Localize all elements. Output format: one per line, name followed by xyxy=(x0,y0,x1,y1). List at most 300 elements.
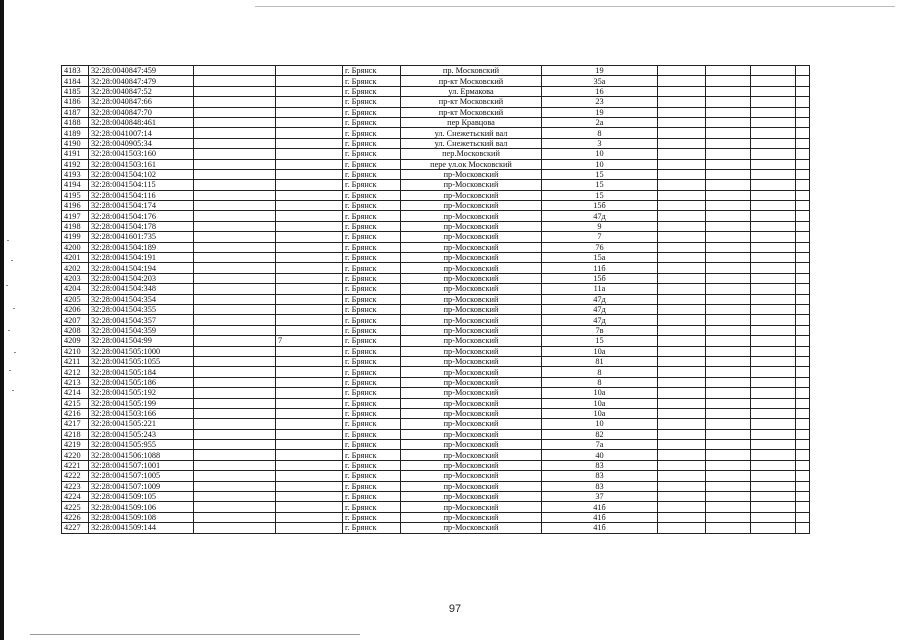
street-cell: пр-Московский xyxy=(401,356,542,366)
scan-bottom-line xyxy=(30,634,360,635)
empty-cell xyxy=(751,76,796,86)
table-row xyxy=(62,211,810,221)
city-cell: г. Брянск xyxy=(343,211,401,221)
cadastral-number-cell: 32:28:0041504:102 xyxy=(89,169,194,179)
empty-cell xyxy=(706,273,751,283)
empty-cell xyxy=(796,450,810,460)
empty-cell xyxy=(194,356,276,366)
house-number-cell: 10а xyxy=(542,388,658,398)
extra-cell xyxy=(276,346,343,356)
empty-cell xyxy=(658,398,706,408)
table-row xyxy=(62,408,810,418)
empty-cell xyxy=(751,97,796,107)
empty-cell xyxy=(796,429,810,439)
city-cell: г. Брянск xyxy=(343,159,401,169)
extra-cell xyxy=(276,169,343,179)
extra-cell xyxy=(276,471,343,481)
empty-cell xyxy=(751,367,796,377)
cadastral-number-cell: 32:28:0041504:203 xyxy=(89,273,194,283)
cadastral-number-cell: 32:28:0041504:191 xyxy=(89,253,194,263)
table-row xyxy=(62,429,810,439)
row-number-cell: 4218 xyxy=(62,429,89,439)
empty-cell xyxy=(706,242,751,252)
city-cell: г. Брянск xyxy=(343,180,401,190)
street-cell: пр-Московский xyxy=(401,232,542,242)
city-cell: г. Брянск xyxy=(343,66,401,76)
row-number-cell: 4227 xyxy=(62,523,89,533)
extra-cell xyxy=(276,450,343,460)
empty-cell xyxy=(658,492,706,502)
cadastral-number-cell: 32:28:0040847:52 xyxy=(89,86,194,96)
row-number-cell: 4212 xyxy=(62,367,89,377)
empty-cell xyxy=(706,149,751,159)
row-number-cell: 4219 xyxy=(62,440,89,450)
row-number-cell: 4224 xyxy=(62,492,89,502)
empty-cell xyxy=(796,336,810,346)
cadastral-number-cell: 32:28:0041509:105 xyxy=(89,492,194,502)
empty-cell xyxy=(751,211,796,221)
row-number-cell: 4217 xyxy=(62,419,89,429)
empty-cell xyxy=(194,138,276,148)
empty-cell xyxy=(796,512,810,522)
empty-cell xyxy=(796,304,810,314)
extra-cell xyxy=(276,315,343,325)
empty-cell xyxy=(706,97,751,107)
extra-cell xyxy=(276,190,343,200)
empty-cell xyxy=(751,221,796,231)
empty-cell xyxy=(751,159,796,169)
row-number-cell: 4213 xyxy=(62,377,89,387)
house-number-cell: 15 xyxy=(542,336,658,346)
empty-cell xyxy=(658,512,706,522)
empty-cell xyxy=(658,97,706,107)
empty-cell xyxy=(796,86,810,96)
house-number-cell: 10 xyxy=(542,419,658,429)
row-number-cell: 4210 xyxy=(62,346,89,356)
empty-cell xyxy=(796,190,810,200)
empty-cell xyxy=(658,159,706,169)
empty-cell xyxy=(796,149,810,159)
extra-cell xyxy=(276,408,343,418)
cadastral-number-cell: 32:28:0041504:189 xyxy=(89,242,194,252)
street-cell: пр-Московский xyxy=(401,201,542,211)
empty-cell xyxy=(796,66,810,76)
empty-cell xyxy=(751,460,796,470)
row-number-cell: 4187 xyxy=(62,107,89,117)
city-cell: г. Брянск xyxy=(343,253,401,263)
empty-cell xyxy=(796,492,810,502)
city-cell: г. Брянск xyxy=(343,284,401,294)
empty-cell xyxy=(796,263,810,273)
extra-cell xyxy=(276,273,343,283)
cadastral-number-cell: 32:28:0041504:178 xyxy=(89,221,194,231)
table-row xyxy=(62,356,810,366)
register-table-body xyxy=(62,66,810,534)
empty-cell xyxy=(194,336,276,346)
empty-cell xyxy=(796,273,810,283)
city-cell: г. Брянск xyxy=(343,492,401,502)
empty-cell xyxy=(706,450,751,460)
empty-cell xyxy=(706,221,751,231)
empty-cell xyxy=(706,180,751,190)
cadastral-number-cell: 32:28:0041505:186 xyxy=(89,377,194,387)
city-cell: г. Брянск xyxy=(343,117,401,127)
cadastral-number-cell: 32:28:0041504:116 xyxy=(89,190,194,200)
street-cell: пр-Московский xyxy=(401,502,542,512)
empty-cell xyxy=(658,128,706,138)
empty-cell xyxy=(706,471,751,481)
empty-cell xyxy=(706,86,751,96)
empty-cell xyxy=(706,356,751,366)
empty-cell xyxy=(658,367,706,377)
street-cell: пр-Московский xyxy=(401,408,542,418)
empty-cell xyxy=(194,492,276,502)
row-number-cell: 4226 xyxy=(62,512,89,522)
empty-cell xyxy=(796,315,810,325)
cadastral-number-cell: 32:28:0041504:176 xyxy=(89,211,194,221)
empty-cell xyxy=(796,211,810,221)
empty-cell xyxy=(751,263,796,273)
empty-cell xyxy=(658,502,706,512)
house-number-cell: 15 xyxy=(542,190,658,200)
empty-cell xyxy=(194,221,276,231)
house-number-cell: 47д xyxy=(542,211,658,221)
row-number-cell: 4193 xyxy=(62,169,89,179)
city-cell: г. Брянск xyxy=(343,367,401,377)
table-row xyxy=(62,419,810,429)
house-number-cell: 11а xyxy=(542,284,658,294)
street-cell: пр-Московский xyxy=(401,180,542,190)
street-cell: пр-Московский xyxy=(401,325,542,335)
cadastral-number-cell: 32:28:0041504:194 xyxy=(89,263,194,273)
empty-cell xyxy=(194,107,276,117)
empty-cell xyxy=(706,429,751,439)
row-number-cell: 4221 xyxy=(62,460,89,470)
extra-cell xyxy=(276,221,343,231)
empty-cell xyxy=(796,169,810,179)
extra-cell xyxy=(276,284,343,294)
extra-cell xyxy=(276,398,343,408)
empty-cell xyxy=(194,502,276,512)
empty-cell xyxy=(194,419,276,429)
empty-cell xyxy=(194,450,276,460)
city-cell: г. Брянск xyxy=(343,304,401,314)
city-cell: г. Брянск xyxy=(343,97,401,107)
house-number-cell: 41б xyxy=(542,523,658,533)
empty-cell xyxy=(796,356,810,366)
row-number-cell: 4223 xyxy=(62,481,89,491)
empty-cell xyxy=(751,512,796,522)
table-row xyxy=(62,346,810,356)
cadastral-number-cell: 32:28:0041505:199 xyxy=(89,398,194,408)
row-number-cell: 4203 xyxy=(62,273,89,283)
extra-cell xyxy=(276,253,343,263)
empty-cell xyxy=(751,502,796,512)
house-number-cell: 40 xyxy=(542,450,658,460)
empty-cell xyxy=(706,211,751,221)
empty-cell xyxy=(194,471,276,481)
house-number-cell: 8 xyxy=(542,367,658,377)
table-row xyxy=(62,294,810,304)
empty-cell xyxy=(796,440,810,450)
row-number-cell: 4183 xyxy=(62,66,89,76)
empty-cell xyxy=(751,190,796,200)
empty-cell xyxy=(706,419,751,429)
street-cell: пр-Московский xyxy=(401,190,542,200)
empty-cell xyxy=(796,117,810,127)
house-number-cell: 47д xyxy=(542,294,658,304)
empty-cell xyxy=(706,128,751,138)
empty-cell xyxy=(706,502,751,512)
cadastral-number-cell: 32:28:0041509:106 xyxy=(89,502,194,512)
cadastral-number-cell: 32:28:0040848:461 xyxy=(89,117,194,127)
row-number-cell: 4215 xyxy=(62,398,89,408)
empty-cell xyxy=(658,221,706,231)
city-cell: г. Брянск xyxy=(343,190,401,200)
table-row xyxy=(62,492,810,502)
table-row xyxy=(62,169,810,179)
table-row xyxy=(62,460,810,470)
scan-specks xyxy=(5,230,19,410)
empty-cell xyxy=(194,149,276,159)
empty-cell xyxy=(796,471,810,481)
table-row xyxy=(62,481,810,491)
house-number-cell: 3 xyxy=(542,138,658,148)
scan-top-line xyxy=(255,6,895,7)
empty-cell xyxy=(796,460,810,470)
city-cell: г. Брянск xyxy=(343,502,401,512)
table-row xyxy=(62,232,810,242)
empty-cell xyxy=(751,273,796,283)
house-number-cell: 83 xyxy=(542,471,658,481)
table-row xyxy=(62,97,810,107)
empty-cell xyxy=(751,86,796,96)
street-cell: пр-Московский xyxy=(401,336,542,346)
street-cell: ул. Снежетьский вал xyxy=(401,138,542,148)
table-row xyxy=(62,367,810,377)
empty-cell xyxy=(706,346,751,356)
street-cell: пр-Московский xyxy=(401,429,542,439)
cadastral-number-cell: 32:28:0041507:1009 xyxy=(89,481,194,491)
house-number-cell: 7в xyxy=(542,325,658,335)
row-number-cell: 4208 xyxy=(62,325,89,335)
cadastral-number-cell: 32:28:0041505:192 xyxy=(89,388,194,398)
empty-cell xyxy=(751,440,796,450)
empty-cell xyxy=(194,346,276,356)
extra-cell xyxy=(276,377,343,387)
cadastral-number-cell: 32:28:0041509:108 xyxy=(89,512,194,522)
empty-cell xyxy=(658,284,706,294)
empty-cell xyxy=(796,481,810,491)
city-cell: г. Брянск xyxy=(343,201,401,211)
empty-cell xyxy=(706,294,751,304)
empty-cell xyxy=(751,117,796,127)
cadastral-number-cell: 32:28:0041504:354 xyxy=(89,294,194,304)
empty-cell xyxy=(751,398,796,408)
house-number-cell: 82 xyxy=(542,429,658,439)
city-cell: г. Брянск xyxy=(343,221,401,231)
empty-cell xyxy=(706,253,751,263)
table-row xyxy=(62,201,810,211)
extra-cell xyxy=(276,304,343,314)
empty-cell xyxy=(706,512,751,522)
city-cell: г. Брянск xyxy=(343,325,401,335)
empty-cell xyxy=(796,325,810,335)
empty-cell xyxy=(751,336,796,346)
empty-cell xyxy=(751,284,796,294)
empty-cell xyxy=(194,159,276,169)
extra-cell xyxy=(276,76,343,86)
table-row xyxy=(62,304,810,314)
empty-cell xyxy=(706,263,751,273)
house-number-cell: 2а xyxy=(542,117,658,127)
empty-cell xyxy=(194,440,276,450)
cadastral-number-cell: 32:28:0041504:348 xyxy=(89,284,194,294)
empty-cell xyxy=(796,159,810,169)
street-cell: пр-Московский xyxy=(401,169,542,179)
house-number-cell: 35а xyxy=(542,76,658,86)
empty-cell xyxy=(706,107,751,117)
empty-cell xyxy=(796,294,810,304)
house-number-cell: 47д xyxy=(542,315,658,325)
scan-left-edge xyxy=(0,0,4,640)
house-number-cell: 81 xyxy=(542,356,658,366)
cadastral-number-cell: 32:28:0041505:955 xyxy=(89,440,194,450)
extra-cell xyxy=(276,201,343,211)
row-number-cell: 4188 xyxy=(62,117,89,127)
extra-cell xyxy=(276,138,343,148)
city-cell: г. Брянск xyxy=(343,138,401,148)
city-cell: г. Брянск xyxy=(343,398,401,408)
empty-cell xyxy=(658,180,706,190)
empty-cell xyxy=(194,180,276,190)
empty-cell xyxy=(658,377,706,387)
city-cell: г. Брянск xyxy=(343,429,401,439)
street-cell: пр-Московский xyxy=(401,253,542,263)
empty-cell xyxy=(658,169,706,179)
city-cell: г. Брянск xyxy=(343,232,401,242)
empty-cell xyxy=(706,190,751,200)
empty-cell xyxy=(194,76,276,86)
extra-cell xyxy=(276,242,343,252)
extra-cell xyxy=(276,97,343,107)
cadastral-number-cell: 32:28:0041507:1005 xyxy=(89,471,194,481)
empty-cell xyxy=(194,242,276,252)
house-number-cell: 19 xyxy=(542,66,658,76)
row-number-cell: 4186 xyxy=(62,97,89,107)
street-cell: пр-Московский xyxy=(401,304,542,314)
table-row xyxy=(62,502,810,512)
street-cell: пр-Московский xyxy=(401,512,542,522)
table-row xyxy=(62,450,810,460)
row-number-cell: 4189 xyxy=(62,128,89,138)
empty-cell xyxy=(706,367,751,377)
table-row xyxy=(62,315,810,325)
extra-cell xyxy=(276,263,343,273)
empty-cell xyxy=(658,149,706,159)
street-cell: пр-Московский xyxy=(401,346,542,356)
empty-cell xyxy=(751,523,796,533)
empty-cell xyxy=(658,450,706,460)
empty-cell xyxy=(658,86,706,96)
empty-cell xyxy=(796,97,810,107)
extra-cell xyxy=(276,502,343,512)
cadastral-number-cell: 32:28:0041506:1088 xyxy=(89,450,194,460)
row-number-cell: 4204 xyxy=(62,284,89,294)
city-cell: г. Брянск xyxy=(343,471,401,481)
table-row xyxy=(62,253,810,263)
city-cell: г. Брянск xyxy=(343,377,401,387)
street-cell: пр-Московский xyxy=(401,398,542,408)
empty-cell xyxy=(194,304,276,314)
extra-cell xyxy=(276,481,343,491)
empty-cell xyxy=(751,481,796,491)
row-number-cell: 4205 xyxy=(62,294,89,304)
cadastral-number-cell: 32:28:0041503:166 xyxy=(89,408,194,418)
cadastral-number-cell: 32:28:0040847:479 xyxy=(89,76,194,86)
city-cell: г. Брянск xyxy=(343,315,401,325)
empty-cell xyxy=(194,398,276,408)
table-row xyxy=(62,107,810,117)
page-number: 97 xyxy=(448,603,462,615)
empty-cell xyxy=(658,481,706,491)
house-number-cell: 47д xyxy=(542,304,658,314)
street-cell: пр-кт Московский xyxy=(401,76,542,86)
house-number-cell: 8 xyxy=(542,128,658,138)
cadastral-number-cell: 32:28:0041504:357 xyxy=(89,315,194,325)
empty-cell xyxy=(658,211,706,221)
empty-cell xyxy=(751,253,796,263)
empty-cell xyxy=(658,388,706,398)
cadastral-number-cell: 32:28:0041507:1001 xyxy=(89,460,194,470)
house-number-cell: 10 xyxy=(542,149,658,159)
empty-cell xyxy=(706,169,751,179)
table-row xyxy=(62,377,810,387)
table-row xyxy=(62,398,810,408)
city-cell: г. Брянск xyxy=(343,263,401,273)
table-row xyxy=(62,273,810,283)
row-number-cell: 4200 xyxy=(62,242,89,252)
empty-cell xyxy=(751,138,796,148)
extra-cell xyxy=(276,419,343,429)
empty-cell xyxy=(658,460,706,470)
empty-cell xyxy=(194,263,276,273)
cadastral-number-cell: 32:28:0040847:459 xyxy=(89,66,194,76)
street-cell: пр-Московский xyxy=(401,284,542,294)
city-cell: г. Брянск xyxy=(343,169,401,179)
empty-cell xyxy=(751,294,796,304)
empty-cell xyxy=(194,86,276,96)
row-number-cell: 4201 xyxy=(62,253,89,263)
empty-cell xyxy=(658,523,706,533)
street-cell: пр-Московский xyxy=(401,242,542,252)
empty-cell xyxy=(751,180,796,190)
table-row xyxy=(62,512,810,522)
extra-cell xyxy=(276,117,343,127)
house-number-cell: 83 xyxy=(542,481,658,491)
cadastral-number-cell: 32:28:0040905:34 xyxy=(89,138,194,148)
empty-cell xyxy=(706,159,751,169)
street-cell: пр-кт Московский xyxy=(401,97,542,107)
empty-cell xyxy=(706,398,751,408)
table-row xyxy=(62,388,810,398)
empty-cell xyxy=(658,408,706,418)
empty-cell xyxy=(796,523,810,533)
table-row xyxy=(62,471,810,481)
empty-cell xyxy=(194,377,276,387)
empty-cell xyxy=(658,429,706,439)
empty-cell xyxy=(796,346,810,356)
